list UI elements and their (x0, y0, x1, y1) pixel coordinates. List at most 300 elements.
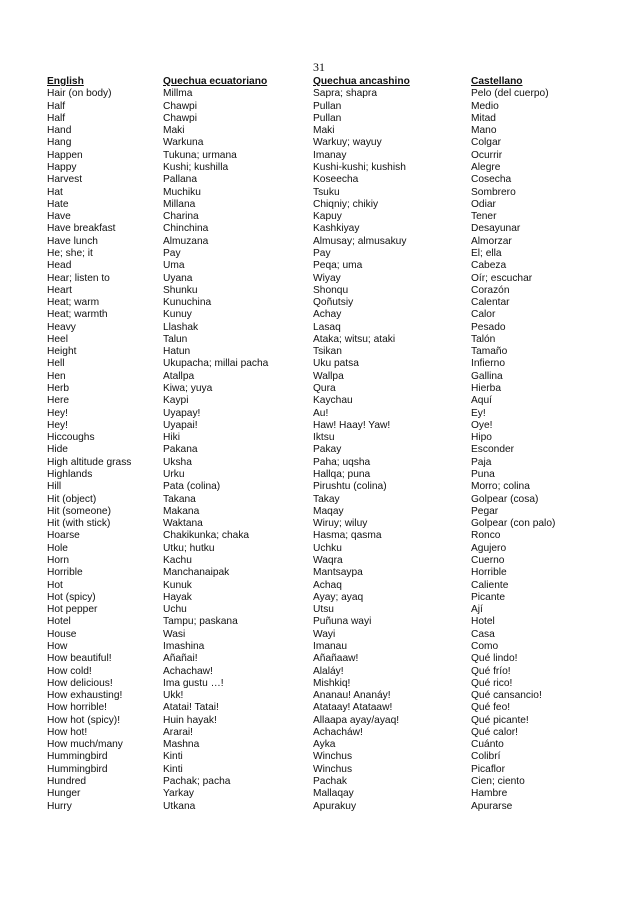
english-cell: Hide (47, 444, 68, 456)
quechua-ancashino-cell: Hasma; qasma (313, 530, 382, 542)
table-row (47, 788, 597, 800)
castellano-cell: Agujero (471, 542, 507, 554)
table-row (47, 616, 597, 628)
castellano-cell: Casa (471, 628, 495, 640)
table-row (47, 567, 597, 579)
english-cell: Hen (47, 370, 66, 382)
quechua-ecuatoriano-cell: Llashak (163, 321, 199, 333)
quechua-ecuatoriano-cell: Pallana (163, 174, 197, 186)
quechua-ancashino-cell: Pirushtu (colina) (313, 481, 387, 493)
castellano-cell: Calor (471, 309, 496, 321)
english-cell: Heavy (47, 321, 76, 333)
quechua-ancashino-cell: Maqay (313, 505, 344, 517)
quechua-ecuatoriano-cell: Warkuna (163, 137, 204, 149)
table-row (47, 334, 597, 346)
english-cell: Heart (47, 284, 72, 296)
table-row (47, 432, 597, 444)
english-cell: Hummingbird (47, 751, 108, 763)
castellano-cell: Sombrero (471, 186, 516, 198)
quechua-ancashino-cell: Ataka; witsu; ataki (313, 333, 396, 345)
english-cell: Highlands (47, 469, 93, 480)
quechua-ecuatoriano-cell: Hiki (163, 432, 180, 444)
quechua-ecuatoriano-cell: Millma (163, 88, 193, 100)
quechua-ancashino-cell: Wallpa (313, 370, 344, 382)
table-row (47, 248, 597, 260)
quechua-ancashino-cell: Koseecha (313, 174, 359, 186)
quechua-ancashino-cell: Ayka (313, 739, 336, 751)
quechua-ancashino-cell: Mallaqay (313, 788, 354, 800)
english-cell: Hiccoughs (47, 432, 95, 444)
english-cell: Half (47, 100, 66, 112)
castellano-cell: Desayunar (471, 223, 521, 235)
english-cell: Hey! (47, 407, 68, 419)
english-cell: Height (47, 346, 77, 358)
quechua-ecuatoriano-cell: Kachu (163, 554, 192, 566)
quechua-ancashino-cell: Allaapa ayay/ayaq! (313, 714, 400, 726)
quechua-ecuatoriano-cell: Pay (163, 247, 181, 259)
table-row (47, 555, 597, 567)
castellano-cell: Hambre (471, 788, 508, 800)
english-cell: Hundred (47, 776, 87, 788)
quechua-ecuatoriano-cell: Chinchina (163, 223, 209, 235)
english-cell: Hit (someone) (47, 505, 111, 517)
table-row (47, 727, 597, 739)
castellano-cell: El; ella (471, 247, 502, 259)
table-row (47, 420, 597, 432)
table-row (47, 137, 597, 149)
table-row (47, 764, 597, 776)
quechua-ancashino-cell: Kaychau (313, 395, 353, 407)
quechua-ancashino-cell: Atataay! Atataaw! (313, 702, 393, 714)
castellano-cell: Golpear (cosa) (471, 493, 539, 505)
quechua-ancashino-cell: Iktsu (313, 432, 335, 444)
castellano-cell: Picaflor (471, 763, 505, 775)
table-row (47, 297, 597, 309)
castellano-cell: Como (471, 640, 499, 652)
quechua-ancashino-cell: Pachak (313, 776, 347, 788)
quechua-ecuatoriano-cell: Urku (163, 469, 185, 480)
table-row (47, 371, 597, 383)
table-row (47, 358, 597, 370)
table-row (47, 641, 597, 653)
quechua-ancashino-cell: Apurakuy (313, 800, 357, 812)
quechua-ancashino-cell: Mantsaypa (313, 567, 363, 579)
english-cell: How much/many (47, 739, 123, 751)
quechua-ecuatoriano-cell: Ararai! (163, 726, 194, 738)
english-cell: Half (47, 112, 66, 124)
table-row (47, 678, 597, 690)
table-row (47, 543, 597, 555)
castellano-cell: Alegre (471, 161, 501, 173)
english-cell: House (47, 628, 77, 640)
castellano-cell: Qué calor! (471, 726, 518, 738)
header-castellano: Castellano (471, 76, 523, 87)
castellano-cell: Almorzar (471, 235, 512, 247)
table-row (47, 801, 597, 813)
quechua-ecuatoriano-cell: Yarkay (163, 788, 194, 800)
quechua-ancashino-cell: Lasaq (313, 321, 341, 333)
quechua-ecuatoriano-cell: Tampu; paskana (163, 616, 238, 628)
english-cell: Hot pepper (47, 604, 98, 616)
castellano-cell: Qué lindo! (471, 653, 518, 665)
quechua-ancashino-cell: Maki (313, 125, 335, 137)
quechua-ancashino-cell: Utsu (313, 604, 334, 616)
castellano-cell: Mitad (471, 112, 496, 124)
castellano-cell: Ají (471, 604, 483, 616)
castellano-cell: Calentar (471, 297, 510, 309)
table-row (47, 309, 597, 321)
table-row (47, 346, 597, 358)
quechua-ancashino-cell: Wiyay (313, 272, 341, 284)
table-row (47, 457, 597, 469)
quechua-ancashino-cell: Achacháw! (313, 726, 363, 738)
quechua-ecuatoriano-cell: Tukuna; urmana (163, 149, 237, 161)
english-cell: Hit (with stick) (47, 518, 111, 530)
header-row (47, 76, 597, 88)
castellano-cell: Oír; escuchar (471, 272, 533, 284)
quechua-ancashino-cell: Añañaaw! (313, 653, 359, 665)
english-cell: Happy (47, 161, 77, 173)
english-cell: Hair (on body) (47, 88, 112, 100)
quechua-ecuatoriano-cell: Uchu (163, 604, 187, 616)
english-cell: Hell (47, 358, 65, 370)
english-cell: Harvest (47, 174, 83, 186)
table-row (47, 125, 597, 137)
table-row (47, 223, 597, 235)
castellano-cell: Hipo (471, 432, 492, 444)
quechua-ancashino-cell: Almusay; almusakuy (313, 235, 407, 247)
castellano-cell: Ronco (471, 530, 501, 542)
english-cell: Hear; listen to (47, 272, 110, 284)
quechua-ecuatoriano-cell: Añañai! (163, 653, 198, 665)
table-row (47, 604, 597, 616)
castellano-cell: Caliente (471, 579, 509, 591)
castellano-cell: Picante (471, 591, 505, 603)
english-cell: Heel (47, 333, 68, 345)
table-row (47, 666, 597, 678)
table-row (47, 702, 597, 714)
quechua-ecuatoriano-cell: Takana (163, 493, 196, 505)
table-row (47, 174, 597, 186)
castellano-cell: Pelo (del cuerpo) (471, 88, 549, 100)
english-cell: Head (47, 260, 72, 272)
castellano-cell: Ocurrir (471, 149, 503, 161)
table-row (47, 592, 597, 604)
quechua-ancashino-cell: Shonqu (313, 284, 349, 296)
quechua-ecuatoriano-cell: Kaypi (163, 395, 189, 407)
english-cell: Have lunch (47, 235, 98, 247)
english-cell: Hoarse (47, 530, 80, 542)
quechua-ecuatoriano-cell: Utku; hutku (163, 542, 215, 554)
english-cell: How delicious! (47, 677, 113, 689)
header-english: English (47, 76, 84, 87)
castellano-cell: Ey! (471, 407, 486, 419)
quechua-ecuatoriano-cell: Chakikunka; chaka (163, 530, 250, 542)
quechua-ecuatoriano-cell: Wasi (163, 628, 186, 640)
quechua-ancashino-cell: Qura (313, 383, 336, 395)
quechua-ecuatoriano-cell: Ukk! (163, 690, 184, 702)
quechua-ecuatoriano-cell: Kinti (163, 763, 183, 775)
quechua-ancashino-cell: Ananau! Ananáy! (313, 690, 391, 702)
english-cell: Horrible (47, 567, 83, 579)
quechua-ancashino-cell: Achaq (313, 579, 342, 591)
quechua-ecuatoriano-cell: Chawpi (163, 100, 197, 112)
table-row (47, 629, 597, 641)
english-cell: Hate (47, 198, 69, 210)
castellano-cell: Medio (471, 100, 499, 112)
table-row (47, 530, 597, 542)
quechua-ancashino-cell: Takay (313, 493, 340, 505)
english-cell: Hill (47, 481, 62, 493)
quechua-ecuatoriano-cell: Kunuy (163, 309, 192, 321)
castellano-cell: Esconder (471, 444, 515, 456)
castellano-cell: Infierno (471, 358, 505, 370)
quechua-ecuatoriano-cell: Pakana (163, 444, 198, 456)
quechua-ecuatoriano-cell: Makana (163, 505, 200, 517)
castellano-cell: Tamaño (471, 346, 508, 358)
castellano-cell: Horrible (471, 567, 507, 579)
quechua-ecuatoriano-cell: Waktana (163, 518, 203, 530)
english-cell: How hot! (47, 726, 88, 738)
english-cell: Heat; warmth (47, 309, 108, 321)
english-cell: Hit (object) (47, 493, 97, 505)
table-row (47, 469, 597, 481)
castellano-cell: Qué cansancio! (471, 690, 542, 702)
english-cell: Hey! (47, 419, 68, 431)
quechua-ancashino-cell: Uku patsa (313, 358, 359, 370)
quechua-ecuatoriano-cell: Huin hayak! (163, 714, 217, 726)
quechua-ecuatoriano-cell: Muchiku (163, 186, 201, 198)
castellano-cell: Cien; ciento (471, 776, 525, 788)
castellano-cell: Cabeza (471, 260, 507, 272)
english-cell: Hole (47, 542, 68, 554)
castellano-cell: Talón (471, 333, 496, 345)
quechua-ecuatoriano-cell: Kushi; kushilla (163, 161, 229, 173)
table-row (47, 199, 597, 211)
table-row (47, 113, 597, 125)
english-cell: Herb (47, 383, 70, 395)
english-cell: Hot (spicy) (47, 591, 96, 603)
glossary-table (47, 76, 597, 813)
quechua-ancashino-cell: Au! (313, 407, 329, 419)
header-quechua-ecuatoriano: Quechua ecuatoriano (163, 76, 268, 87)
quechua-ecuatoriano-cell: Charina (163, 211, 199, 223)
english-cell: How cold! (47, 665, 92, 677)
castellano-cell: Hotel (471, 616, 495, 628)
quechua-ancashino-cell: Wayi (313, 628, 336, 640)
english-cell: Horn (47, 554, 70, 566)
table-row (47, 715, 597, 727)
table-row (47, 101, 597, 113)
quechua-ancashino-cell: Pullan (313, 100, 342, 112)
castellano-cell: Apurarse (471, 800, 513, 812)
castellano-cell: Hierba (471, 383, 502, 395)
english-cell: How hot (spicy)! (47, 714, 121, 726)
castellano-cell: Morro; colina (471, 481, 530, 493)
quechua-ancashino-cell: Puñuna wayi (313, 616, 372, 628)
table-row (47, 88, 597, 100)
table-row (47, 494, 597, 506)
english-cell: How exhausting! (47, 690, 123, 702)
quechua-ancashino-cell: Pay (313, 247, 331, 259)
table-row (47, 481, 597, 493)
castellano-cell: Corazón (471, 284, 510, 296)
table-row (47, 187, 597, 199)
quechua-ecuatoriano-cell: Maki (163, 125, 185, 137)
castellano-cell: Tener (471, 211, 497, 223)
english-cell: Hand (47, 125, 72, 137)
quechua-ancashino-cell: Uchku (313, 542, 342, 554)
quechua-ecuatoriano-cell: Achachaw! (163, 665, 213, 677)
english-cell: Have breakfast (47, 223, 116, 235)
quechua-ecuatoriano-cell: Atatai! Tatai! (163, 702, 219, 714)
quechua-ancashino-cell: Winchus (313, 751, 353, 763)
quechua-ancashino-cell: Hallqa; puna (313, 469, 371, 480)
quechua-ancashino-cell: Kushi-kushi; kushish (313, 161, 406, 173)
castellano-cell: Cuánto (471, 739, 504, 751)
castellano-cell: Mano (471, 125, 497, 137)
quechua-ancashino-cell: Kashkiyay (313, 223, 360, 235)
castellano-cell: Colgar (471, 137, 502, 149)
table-row (47, 285, 597, 297)
table-row (47, 444, 597, 456)
quechua-ecuatoriano-cell: Uyapai! (163, 419, 198, 431)
quechua-ancashino-cell: Imanay (313, 149, 347, 161)
english-cell: Hot (47, 579, 63, 591)
glossary-rows (47, 88, 597, 813)
table-row (47, 408, 597, 420)
quechua-ecuatoriano-cell: Kunuchina (163, 297, 212, 309)
quechua-ancashino-cell: Qoñutsiy (313, 297, 354, 309)
quechua-ecuatoriano-cell: Imashina (163, 640, 205, 652)
english-cell: Hunger (47, 788, 81, 800)
castellano-cell: Gallina (471, 370, 503, 382)
quechua-ecuatoriano-cell: Kinti (163, 751, 183, 763)
english-cell: How (47, 640, 68, 652)
quechua-ecuatoriano-cell: Almuzana (163, 235, 209, 247)
english-cell: He; she; it (47, 247, 93, 259)
quechua-ecuatoriano-cell: Mashna (163, 739, 200, 751)
quechua-ecuatoriano-cell: Utkana (163, 800, 196, 812)
quechua-ancashino-cell: Achay (313, 309, 342, 321)
quechua-ancashino-cell: Chiqniy; chikiy (313, 198, 379, 210)
quechua-ancashino-cell: Mishkiq! (313, 677, 351, 689)
quechua-ecuatoriano-cell: Kunuk (163, 579, 192, 591)
english-cell: Hotel (47, 616, 71, 628)
english-cell: Happen (47, 149, 83, 161)
english-cell: Hat (47, 186, 63, 198)
quechua-ecuatoriano-cell: Uma (163, 260, 185, 272)
quechua-ancashino-cell: Pakay (313, 444, 342, 456)
castellano-cell: Odiar (471, 198, 496, 210)
table-row (47, 739, 597, 751)
quechua-ecuatoriano-cell: Uyapay! (163, 407, 201, 419)
quechua-ecuatoriano-cell: Chawpi (163, 112, 197, 124)
table-row (47, 653, 597, 665)
english-cell: How horrible! (47, 702, 108, 714)
english-cell: Have (47, 211, 71, 223)
quechua-ancashino-cell: Waqra (313, 554, 343, 566)
castellano-cell: Golpear (con palo) (471, 518, 556, 530)
quechua-ecuatoriano-cell: Atallpa (163, 370, 195, 382)
table-row (47, 260, 597, 272)
english-cell: Here (47, 395, 70, 407)
castellano-cell: Pesado (471, 321, 506, 333)
quechua-ecuatoriano-cell: Pata (colina) (163, 481, 221, 493)
castellano-cell: Puna (471, 469, 495, 480)
english-cell: Hurry (47, 800, 72, 812)
castellano-cell: Qué rico! (471, 677, 513, 689)
quechua-ancashino-cell: Alaláy! (313, 665, 344, 677)
castellano-cell: Oye! (471, 419, 493, 431)
table-row (47, 395, 597, 407)
quechua-ancashino-cell: Tsikan (313, 346, 342, 358)
castellano-cell: Aquí (471, 395, 492, 407)
quechua-ancashino-cell: Peqa; uma (313, 260, 363, 272)
table-row (47, 236, 597, 248)
table-row (47, 776, 597, 788)
table-row (47, 690, 597, 702)
quechua-ecuatoriano-cell: Hayak (163, 591, 192, 603)
castellano-cell: Cuerno (471, 554, 505, 566)
quechua-ecuatoriano-cell: Pachak; pacha (163, 776, 231, 788)
table-row (47, 162, 597, 174)
castellano-cell: Pegar (471, 505, 499, 517)
quechua-ancashino-cell: Wiruy; wiluy (313, 518, 368, 530)
table-row (47, 518, 597, 530)
castellano-cell: Colibrí (471, 751, 501, 763)
castellano-cell: Cosecha (471, 174, 512, 186)
table-row (47, 322, 597, 334)
english-cell: Hummingbird (47, 763, 108, 775)
page-number: 31 (313, 60, 325, 74)
quechua-ancashino-cell: Imanau (313, 640, 347, 652)
quechua-ecuatoriano-cell: Manchanaipak (163, 567, 230, 579)
english-cell: Hang (47, 137, 72, 149)
quechua-ancashino-cell: Sapra; shapra (313, 88, 377, 100)
castellano-cell: Qué frío! (471, 665, 511, 677)
table-row (47, 383, 597, 395)
quechua-ecuatoriano-cell: Ukupacha; millai pacha (163, 358, 269, 370)
table-row (47, 211, 597, 223)
quechua-ancashino-cell: Paha; uqsha (313, 456, 371, 468)
quechua-ecuatoriano-cell: Ima gustu …! (163, 677, 224, 689)
quechua-ancashino-cell: Pullan (313, 112, 342, 124)
quechua-ancashino-cell: Kapuy (313, 211, 342, 223)
table-row (47, 273, 597, 285)
english-cell: High altitude grass (47, 456, 132, 468)
quechua-ecuatoriano-cell: Hatun (163, 346, 191, 358)
quechua-ecuatoriano-cell: Uksha (163, 456, 192, 468)
quechua-ecuatoriano-cell: Shunku (163, 284, 198, 296)
quechua-ecuatoriano-cell: Millana (163, 198, 196, 210)
quechua-ancashino-cell: Warkuy; wayuy (313, 137, 382, 149)
quechua-ancashino-cell: Ayay; ayaq (313, 591, 364, 603)
english-cell: How beautiful! (47, 653, 112, 665)
castellano-cell: Qué picante! (471, 714, 529, 726)
english-cell: Heat; warm (47, 297, 100, 309)
header-quechua-ancashino: Quechua ancashino (313, 76, 410, 87)
quechua-ecuatoriano-cell: Uyana (163, 272, 193, 284)
quechua-ecuatoriano-cell: Kiwa; yuya (163, 383, 213, 395)
table-row (47, 150, 597, 162)
quechua-ancashino-cell: Tsuku (313, 186, 340, 198)
table-row (47, 580, 597, 592)
table-row (47, 751, 597, 763)
quechua-ancashino-cell: Haw! Haay! Yaw! (313, 419, 391, 431)
castellano-cell: Paja (471, 456, 492, 468)
castellano-cell: Qué feo! (471, 702, 511, 714)
